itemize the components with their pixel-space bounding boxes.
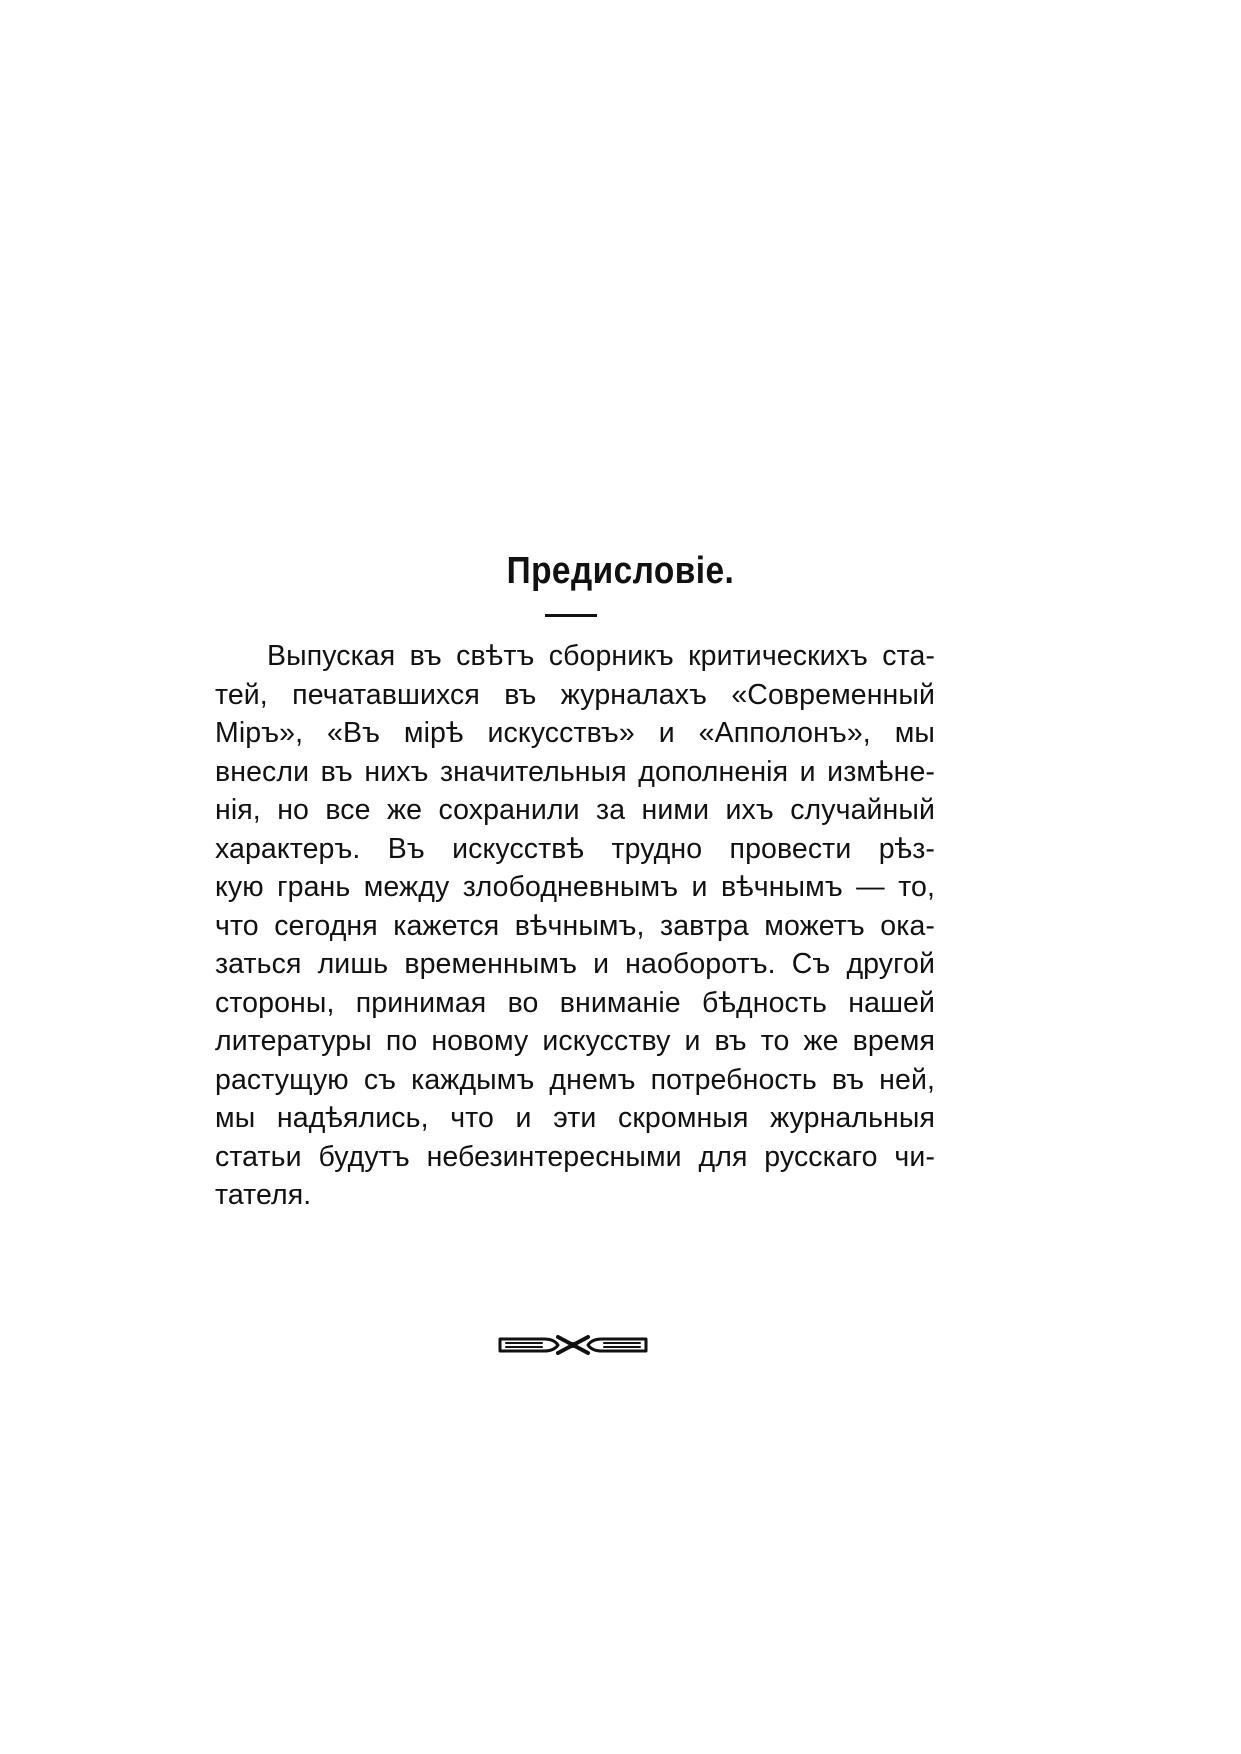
text-line: стороны, принимая во вниманіе бѣдность нашей [215, 986, 935, 1019]
text-line: растущую съ каждымъ днемъ потребность въ ней, [215, 1063, 935, 1096]
text-line: Міръ», «Въ мірѣ искусствъ» и «Апполонъ», мы [215, 717, 935, 749]
text-line: тателя. [215, 1179, 312, 1211]
text-line: что сегодня кажется вѣчнымъ, завтра можетъ ока- [215, 909, 935, 942]
text-line: мы надѣялись, что и эти скромныя журнальныя [215, 1102, 935, 1134]
text-line: литературы по новому искусству и въ то же время [215, 1025, 935, 1057]
text-line: тей, печатавшихся въ журналахъ «Современный [215, 678, 935, 711]
text-line: кую грань между злободневнымъ и вѣчнымъ — то, [215, 871, 935, 903]
tailpiece-ornament-icon [498, 1333, 648, 1357]
text-line: заться лишь временнымъ и наоборотъ. Съ другой [215, 948, 935, 980]
title-rule [545, 614, 597, 617]
page-title: Предисловіе. [506, 550, 735, 592]
text-line: нія, но все же сохранили за ними ихъ случайный [215, 794, 935, 826]
text-line: Выпуская въ свѣтъ сборникъ критическихъ ста- [267, 640, 935, 672]
text-line: характеръ. Въ искусствѣ трудно провести рѣз- [215, 832, 935, 865]
text-line: статьи будутъ небезинтересными для русскаго чи- [215, 1140, 935, 1173]
text-line: внесли въ нихъ значительныя дополненія и измѣне- [215, 755, 935, 788]
preface-text [215, 637, 935, 1215]
